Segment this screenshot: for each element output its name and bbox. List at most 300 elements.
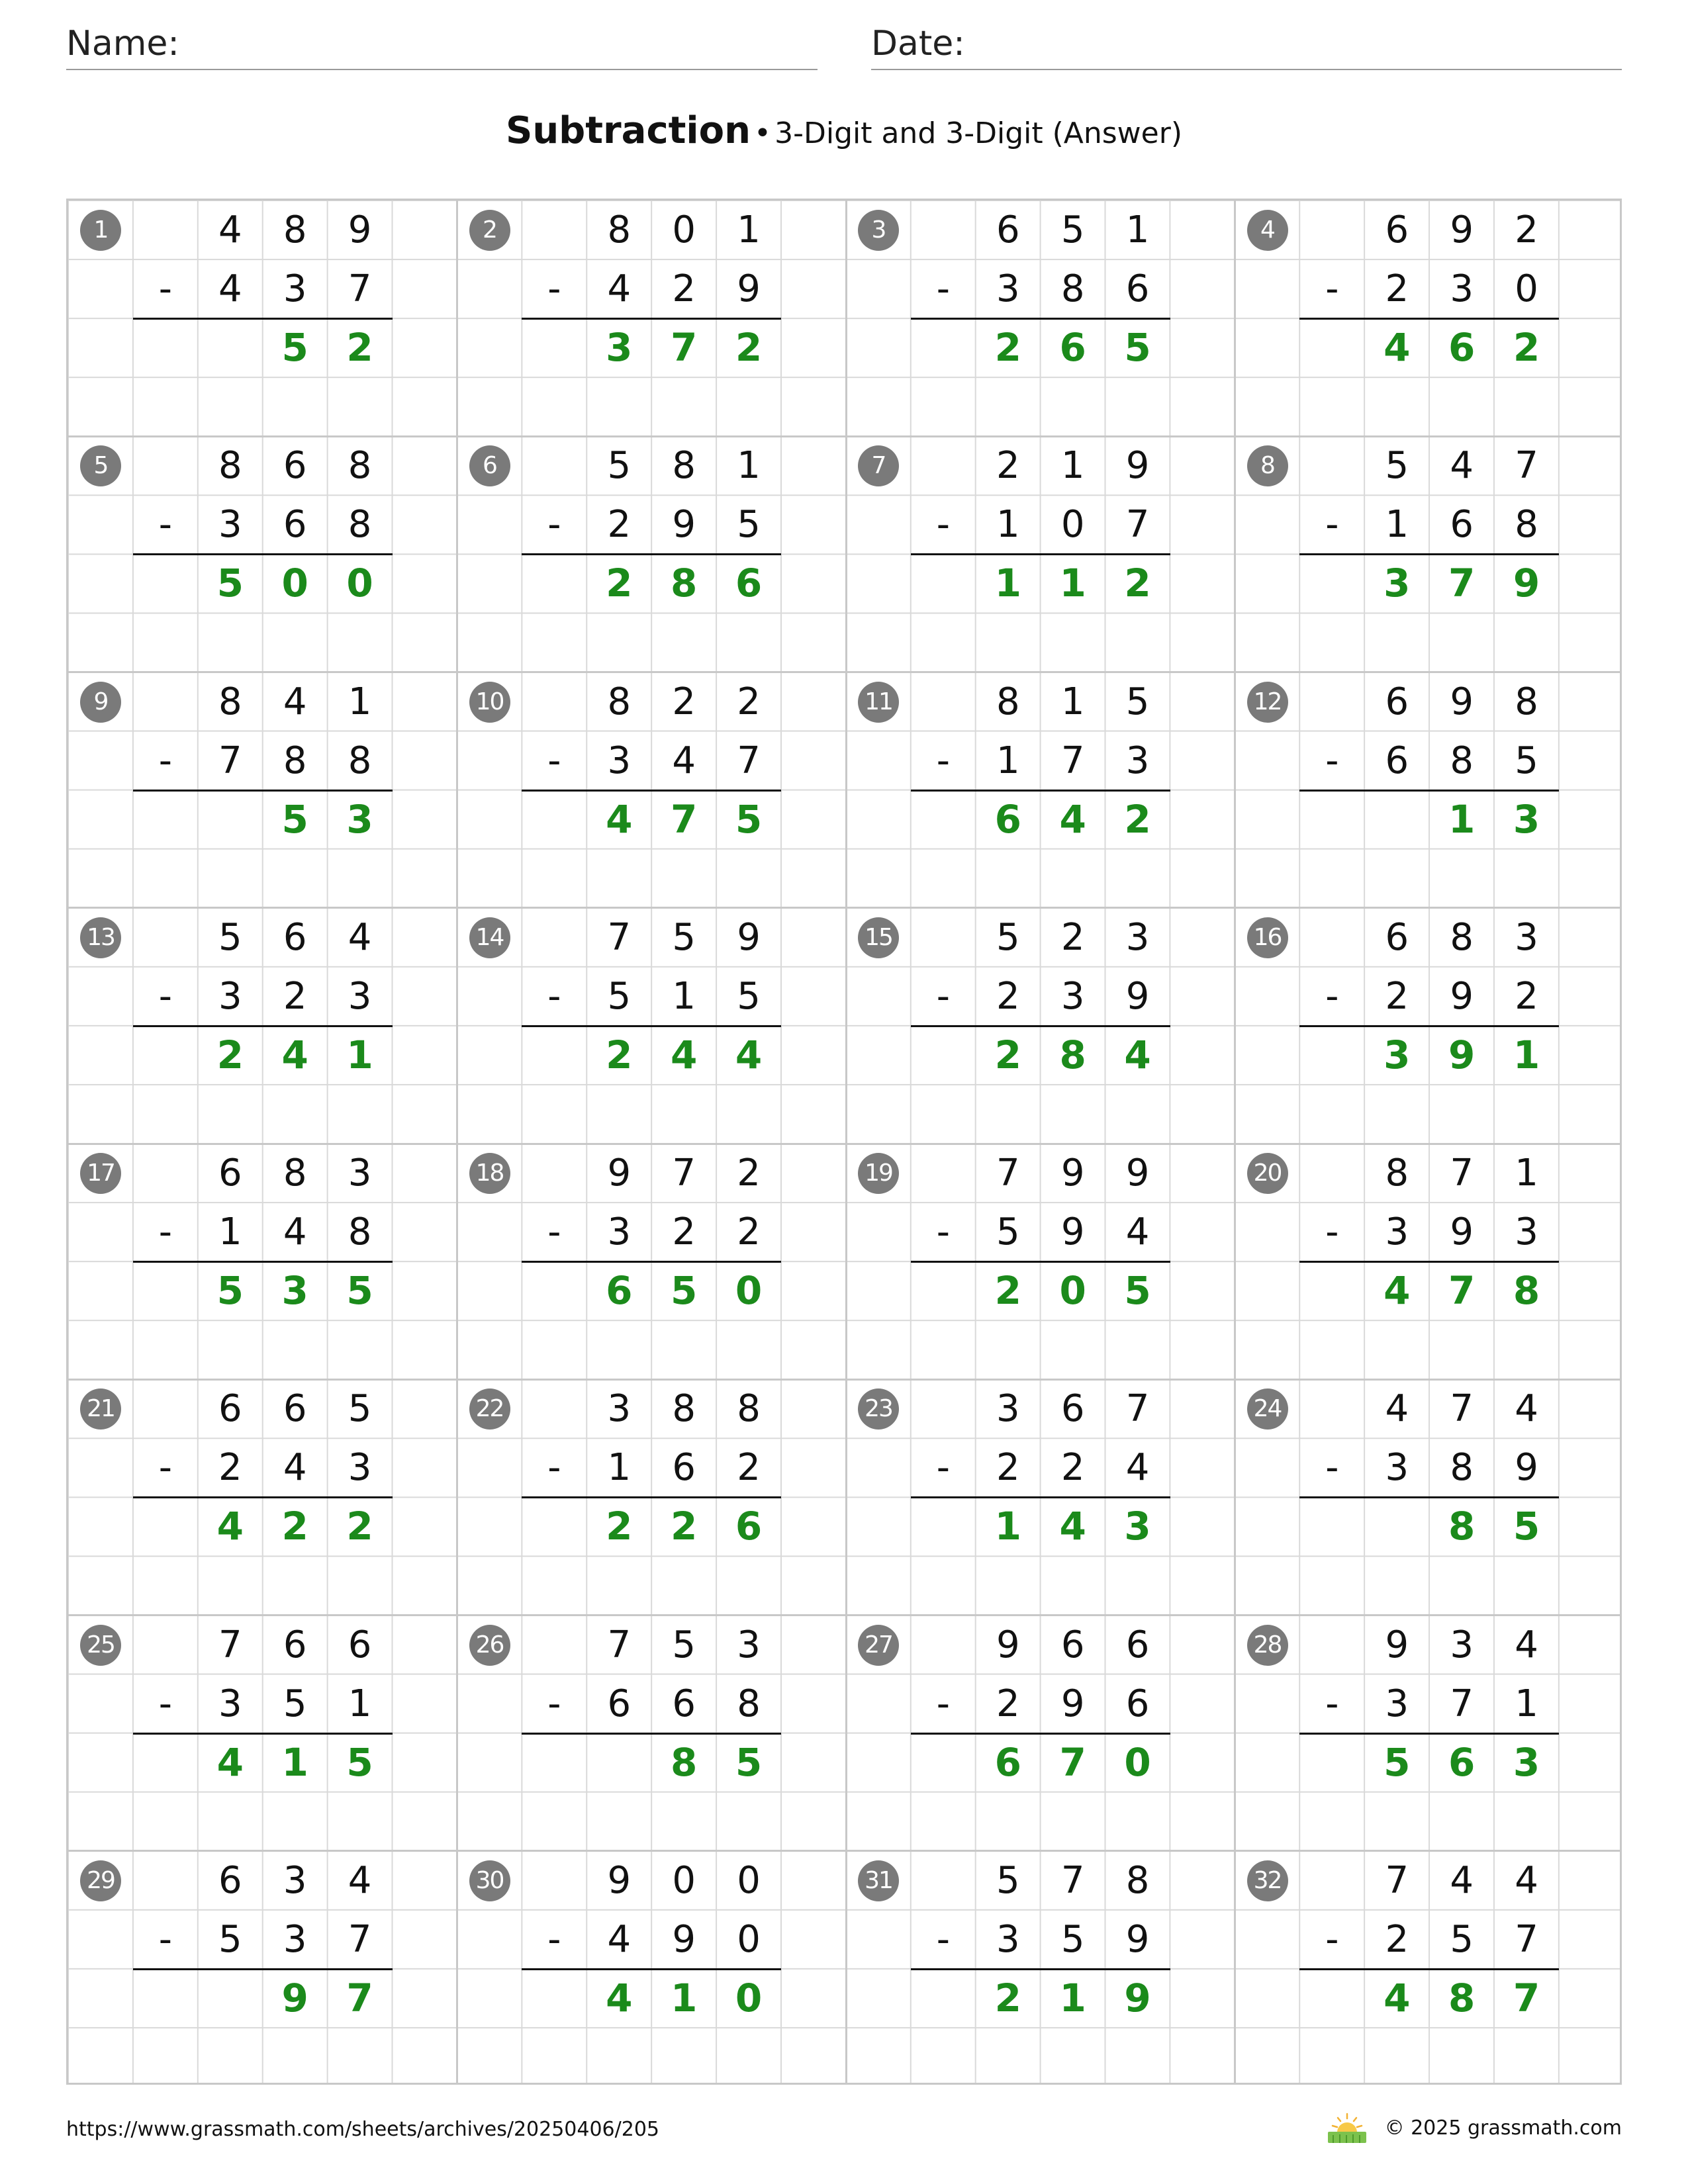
subtrahend-digit: 8 — [1515, 503, 1538, 547]
answer-digit: 2 — [671, 1504, 698, 1549]
problem-block — [68, 201, 457, 436]
minuend-digit: 0 — [672, 1858, 696, 1902]
problem-number-badge: 24 — [1247, 1388, 1288, 1430]
minuend-digit: 8 — [1515, 680, 1538, 723]
minus-sign: - — [936, 739, 950, 782]
minuend-digit: 4 — [1450, 1858, 1474, 1902]
minuend-digit: 8 — [672, 1387, 696, 1431]
subtrahend-digit: 6 — [607, 1682, 632, 1725]
answer-digit: 5 — [1383, 1739, 1411, 1785]
title-subtitle: 3-Digit and 3-Digit (Answer) — [774, 116, 1182, 150]
answer-digit: 2 — [281, 1504, 308, 1549]
subtrahend-digit: 4 — [218, 267, 242, 311]
answer-digit: 0 — [281, 561, 308, 606]
answer-digit: 3 — [1513, 1739, 1540, 1785]
subtrahend-digit: 8 — [348, 739, 372, 782]
answer-digit: 8 — [671, 561, 698, 606]
minus-sign: - — [1325, 739, 1339, 782]
subtrahend-digit: 3 — [996, 267, 1020, 311]
subtrahend-digit: 4 — [283, 1446, 307, 1490]
subtrahend-digit: 8 — [737, 1682, 761, 1725]
answer-digit: 6 — [1448, 325, 1476, 371]
subtrahend-digit: 3 — [607, 739, 632, 782]
minuend-digit: 4 — [1450, 444, 1474, 488]
subtrahend-digit: 9 — [1125, 974, 1150, 1018]
subtrahend-digit: 5 — [1515, 739, 1538, 782]
subtrahend-digit: 5 — [996, 1210, 1020, 1254]
name-field[interactable] — [66, 20, 818, 70]
subtrahend-digit: 3 — [1125, 739, 1150, 782]
problem-number-badge: 7 — [858, 445, 899, 486]
date-label: Date: — [871, 24, 965, 64]
subtrahend-digit: 3 — [1515, 1210, 1538, 1254]
worksheet-header — [66, 20, 1622, 73]
minuend-digit: 5 — [672, 915, 696, 959]
subtrahend-digit: 5 — [1450, 1917, 1474, 1961]
minuend-digit: 2 — [1060, 915, 1085, 959]
minus-sign: - — [936, 1682, 950, 1725]
subtrahend-digit: 4 — [1125, 1446, 1150, 1490]
answer-digit: 4 — [671, 1032, 698, 1077]
minus-sign: - — [547, 1917, 561, 1961]
answer-digit: 2 — [1124, 796, 1151, 842]
minuend-digit: 6 — [283, 1623, 307, 1666]
problem-number-badge: 13 — [80, 917, 121, 958]
subtrahend-digit: 5 — [283, 1682, 307, 1725]
problem-number-badge: 6 — [469, 445, 510, 486]
problem-block — [457, 1144, 847, 1379]
answer-digit: 6 — [606, 1268, 633, 1314]
minuend-digit: 8 — [996, 680, 1020, 723]
problem-block — [68, 908, 457, 1144]
minuend-digit: 6 — [218, 1858, 242, 1902]
answer-digit: 7 — [671, 796, 698, 842]
problem-block — [1235, 1379, 1624, 1615]
problem-block — [846, 1144, 1235, 1379]
answer-digit: 2 — [994, 1975, 1021, 2021]
subtrahend-digit: 2 — [1385, 267, 1409, 311]
subtrahend-digit: 1 — [607, 1446, 632, 1490]
minuend-digit: 8 — [1385, 1152, 1409, 1195]
answer-digit: 2 — [1124, 561, 1151, 606]
answer-digit — [1364, 790, 1429, 849]
subtrahend-digit: 7 — [1125, 503, 1150, 547]
subtrahend-digit: 3 — [218, 1682, 242, 1725]
minuend-digit: 5 — [1060, 208, 1085, 251]
minuend-digit: 8 — [607, 208, 632, 251]
answer-digit — [1364, 1497, 1429, 1556]
subtrahend-digit: 3 — [996, 1917, 1020, 1961]
answer-digit: 2 — [346, 1504, 373, 1549]
subtrahend-digit: 3 — [218, 503, 242, 547]
answer-digit: 4 — [606, 1975, 633, 2021]
minus-sign: - — [547, 1210, 561, 1254]
answer-digit: 5 — [346, 1268, 373, 1314]
minuend-digit: 6 — [283, 444, 307, 488]
answer-digit: 3 — [1383, 1032, 1411, 1077]
minus-sign: - — [936, 1210, 950, 1254]
subtrahend-digit: 6 — [283, 503, 307, 547]
problem-block — [846, 1851, 1235, 2087]
problem-block — [457, 1851, 847, 2087]
minuend-digit: 7 — [996, 1152, 1020, 1195]
minus-sign: - — [1325, 503, 1339, 547]
minuend-digit: 3 — [996, 1387, 1020, 1431]
answer-digit: 9 — [281, 1975, 308, 2021]
problem-number-badge: 26 — [469, 1625, 510, 1666]
subtrahend-digit: 1 — [348, 1682, 372, 1725]
minuend-digit: 9 — [1385, 1623, 1409, 1666]
subtrahend-digit: 6 — [672, 1446, 696, 1490]
answer-digit: 2 — [994, 1268, 1021, 1314]
subtrahend-digit: 3 — [283, 267, 307, 311]
answer-digit: 7 — [346, 1975, 373, 2021]
problem-block — [846, 672, 1235, 908]
problem-number-badge: 8 — [1247, 445, 1288, 486]
subtrahend-digit: 3 — [1060, 974, 1085, 1018]
subtrahend-digit: 7 — [737, 739, 761, 782]
problem-block — [846, 436, 1235, 672]
answer-digit: 2 — [994, 325, 1021, 371]
problem-number-badge: 27 — [858, 1625, 899, 1666]
problem-block — [68, 1615, 457, 1851]
minus-sign: - — [547, 739, 561, 782]
subtrahend-digit: 4 — [283, 1210, 307, 1254]
minuend-digit: 7 — [1385, 1858, 1409, 1902]
subtrahend-digit: 3 — [607, 1210, 632, 1254]
subtrahend-digit: 2 — [607, 503, 632, 547]
minus-sign: - — [547, 503, 561, 547]
subtrahend-digit: 1 — [996, 739, 1020, 782]
problem-block — [1235, 436, 1624, 672]
answer-digit: 0 — [735, 1268, 763, 1314]
minuend-digit: 5 — [1125, 680, 1150, 723]
subtrahend-digit: 7 — [1450, 1682, 1474, 1725]
subtrahend-digit: 8 — [1450, 739, 1474, 782]
answer-digit: 9 — [1124, 1975, 1151, 2021]
answer-digit: 1 — [994, 561, 1021, 606]
answer-digit: 6 — [735, 1504, 763, 1549]
minuend-digit: 3 — [1450, 1623, 1474, 1666]
subtrahend-digit: 3 — [1385, 1446, 1409, 1490]
subtrahend-digit: 3 — [1385, 1210, 1409, 1254]
answer-digit: 8 — [1448, 1975, 1476, 2021]
answer-digit: 4 — [216, 1504, 244, 1549]
answer-digit: 8 — [1513, 1268, 1540, 1314]
subtrahend-digit: 8 — [283, 739, 307, 782]
answer-digit: 2 — [1513, 325, 1540, 371]
problem-number-badge: 30 — [469, 1860, 510, 1901]
minuend-digit: 5 — [996, 915, 1020, 959]
minus-sign: - — [158, 1210, 172, 1254]
minus-sign: - — [158, 503, 172, 547]
minuend-digit: 7 — [607, 915, 632, 959]
minus-sign: - — [158, 1682, 172, 1725]
minuend-digit: 7 — [607, 1623, 632, 1666]
answer-digit: 1 — [671, 1975, 698, 2021]
problem-block — [1235, 201, 1624, 436]
minuend-digit: 4 — [218, 208, 242, 251]
subtrahend-digit: 7 — [1060, 739, 1085, 782]
answer-digit: 0 — [1059, 1268, 1086, 1314]
subtrahend-digit: 9 — [1450, 1210, 1474, 1254]
subtrahend-digit: 2 — [1385, 974, 1409, 1018]
minuend-digit: 1 — [737, 444, 761, 488]
minuend-digit: 9 — [737, 915, 761, 959]
answer-digit: 1 — [1059, 561, 1086, 606]
problem-number-badge: 10 — [469, 682, 510, 723]
minus-sign: - — [1325, 1210, 1339, 1254]
subtrahend-digit: 8 — [1060, 267, 1085, 311]
problem-block — [1235, 1615, 1624, 1851]
minuend-digit: 8 — [1450, 915, 1474, 959]
minuend-digit: 8 — [283, 1152, 307, 1195]
minuend-digit: 7 — [1450, 1387, 1474, 1431]
minuend-digit: 9 — [1125, 444, 1150, 488]
answer-digit: 0 — [735, 1975, 763, 2021]
answer-digit: 1 — [281, 1739, 308, 1785]
worksheet-title — [0, 105, 1688, 166]
subtrahend-digit: 0 — [737, 1917, 761, 1961]
subtrahend-digit: 2 — [1060, 1446, 1085, 1490]
minuend-digit: 9 — [1450, 208, 1474, 251]
subtrahend-digit: 7 — [1515, 1917, 1538, 1961]
minuend-digit: 1 — [348, 680, 372, 723]
minuend-digit: 7 — [1450, 1152, 1474, 1195]
minuend-digit: 7 — [1060, 1858, 1085, 1902]
minus-sign: - — [547, 1446, 561, 1490]
subtrahend-digit: 6 — [672, 1682, 696, 1725]
subtrahend-digit: 3 — [348, 974, 372, 1018]
minuend-digit: 8 — [607, 680, 632, 723]
minuend-digit: 3 — [348, 1152, 372, 1195]
minuend-digit: 6 — [283, 1387, 307, 1431]
subtrahend-digit: 1 — [218, 1210, 242, 1254]
subtrahend-digit: 9 — [737, 267, 761, 311]
answer-digit: 4 — [1124, 1032, 1151, 1077]
subtrahend-digit: 2 — [996, 974, 1020, 1018]
subtrahend-digit: 7 — [348, 267, 372, 311]
answer-digit — [198, 1969, 263, 2028]
answer-digit: 2 — [606, 1504, 633, 1549]
subtrahend-digit: 4 — [1125, 1210, 1150, 1254]
answer-digit: 1 — [1513, 1032, 1540, 1077]
problem-number-badge: 12 — [1247, 682, 1288, 723]
minuend-digit: 6 — [1060, 1623, 1085, 1666]
problem-number-badge: 1 — [80, 210, 121, 251]
minuend-digit: 8 — [737, 1387, 761, 1431]
minuend-digit: 9 — [996, 1623, 1020, 1666]
minuend-digit: 6 — [283, 915, 307, 959]
problem-number-badge: 16 — [1247, 917, 1288, 958]
subtrahend-digit: 6 — [1385, 739, 1409, 782]
minuend-digit: 8 — [672, 444, 696, 488]
minus-sign: - — [158, 267, 172, 311]
minuend-digit: 2 — [996, 444, 1020, 488]
answer-digit: 5 — [1513, 1504, 1540, 1549]
problem-block — [68, 1144, 457, 1379]
problem-block — [457, 201, 847, 436]
answer-digit: 3 — [1124, 1504, 1151, 1549]
minuend-digit: 8 — [283, 208, 307, 251]
subtrahend-digit: 4 — [672, 739, 696, 782]
subtrahend-digit: 3 — [218, 974, 242, 1018]
subtrahend-digit: 7 — [348, 1917, 372, 1961]
problem-block — [457, 1379, 847, 1615]
subtrahend-digit: 6 — [1125, 267, 1150, 311]
answer-digit: 7 — [1448, 1268, 1476, 1314]
answer-digit: 4 — [606, 796, 633, 842]
minuend-digit: 1 — [1515, 1152, 1538, 1195]
minuend-digit: 5 — [1385, 444, 1409, 488]
minuend-digit: 5 — [218, 915, 242, 959]
minus-sign: - — [547, 267, 561, 311]
minus-sign: - — [936, 1446, 950, 1490]
problem-block — [1235, 1851, 1624, 2087]
minuend-digit: 4 — [348, 1858, 372, 1902]
date-field[interactable] — [871, 20, 1622, 70]
minuend-digit: 5 — [672, 1623, 696, 1666]
subtrahend-digit: 5 — [607, 974, 632, 1018]
subtrahend-digit: 0 — [1060, 503, 1085, 547]
answer-digit: 7 — [671, 325, 698, 371]
footer-url: https://www.grassmath.com/sheets/archives/20250406/205 — [66, 2118, 660, 2141]
minuend-digit: 4 — [1515, 1858, 1538, 1902]
subtrahend-digit: 9 — [1515, 1446, 1538, 1490]
problem-number-badge: 2 — [469, 210, 510, 251]
problem-number-badge: 11 — [858, 682, 899, 723]
answer-digit: 5 — [281, 325, 308, 371]
minuend-digit: 4 — [1515, 1623, 1538, 1666]
minuend-digit: 6 — [218, 1152, 242, 1195]
problem-number-badge: 31 — [858, 1860, 899, 1901]
minuend-digit: 2 — [737, 680, 761, 723]
minuend-digit: 6 — [348, 1623, 372, 1666]
subtrahend-digit: 9 — [1450, 974, 1474, 1018]
title-bullet: • — [754, 116, 771, 150]
minuend-digit: 2 — [737, 1152, 761, 1195]
problem-number-badge: 21 — [80, 1388, 121, 1430]
subtrahend-digit: 4 — [607, 1917, 632, 1961]
subtrahend-digit: 9 — [672, 1917, 696, 1961]
minuend-digit: 4 — [283, 680, 307, 723]
problem-block — [1235, 672, 1624, 908]
answer-digit: 4 — [735, 1032, 763, 1077]
answer-digit: 5 — [735, 1739, 763, 1785]
minuend-digit: 5 — [607, 444, 632, 488]
answer-digit: 4 — [1383, 1975, 1411, 2021]
problem-block — [846, 908, 1235, 1144]
minuend-digit: 3 — [1515, 915, 1538, 959]
subtrahend-digit: 7 — [218, 739, 242, 782]
minuend-digit: 4 — [1385, 1387, 1409, 1431]
minuend-digit: 7 — [1515, 444, 1538, 488]
answer-digit: 4 — [1383, 1268, 1411, 1314]
problem-block — [1235, 1144, 1624, 1379]
answer-digit: 6 — [735, 561, 763, 606]
problem-block — [846, 1615, 1235, 1851]
minuend-digit: 1 — [1060, 680, 1085, 723]
minuend-digit: 3 — [283, 1858, 307, 1902]
minus-sign: - — [158, 1917, 172, 1961]
problem-block — [1235, 908, 1624, 1144]
answer-digit: 6 — [994, 1739, 1021, 1785]
answer-digit: 1 — [1059, 1975, 1086, 2021]
problem-number-badge: 15 — [858, 917, 899, 958]
minuend-digit: 8 — [218, 680, 242, 723]
problem-number-badge: 3 — [858, 210, 899, 251]
problem-block — [457, 436, 847, 672]
subtrahend-digit: 8 — [1450, 1446, 1474, 1490]
minus-sign: - — [158, 739, 172, 782]
answer-digit: 0 — [346, 561, 373, 606]
answer-digit: 4 — [216, 1739, 244, 1785]
minuend-digit: 3 — [1125, 915, 1150, 959]
problem-number-badge: 25 — [80, 1625, 121, 1666]
subtrahend-digit: 5 — [1060, 1917, 1085, 1961]
answer-digit: 6 — [994, 796, 1021, 842]
problem-number-badge: 18 — [469, 1153, 510, 1194]
problem-number-badge: 20 — [1247, 1153, 1288, 1194]
answer-digit: 6 — [1448, 1739, 1476, 1785]
subtrahend-digit: 1 — [1515, 1682, 1538, 1725]
problem-number-badge: 5 — [80, 445, 121, 486]
subtrahend-digit: 3 — [1385, 1682, 1409, 1725]
problem-grid — [66, 199, 1622, 2085]
problem-number-badge: 28 — [1247, 1625, 1288, 1666]
minus-sign: - — [547, 1682, 561, 1725]
subtrahend-digit: 1 — [1385, 503, 1409, 547]
minuend-digit: 9 — [348, 208, 372, 251]
minus-sign: - — [1325, 1917, 1339, 1961]
subtrahend-digit: 1 — [996, 503, 1020, 547]
grass-sun-logo-icon — [1324, 2111, 1370, 2144]
answer-digit: 6 — [1059, 325, 1086, 371]
minuend-digit: 0 — [672, 208, 696, 251]
minuend-digit: 6 — [996, 208, 1020, 251]
answer-digit: 3 — [281, 1268, 308, 1314]
subtrahend-digit: 0 — [1515, 267, 1538, 311]
minus-sign: - — [1325, 1682, 1339, 1725]
minuend-digit: 0 — [737, 1858, 761, 1902]
minuend-digit: 1 — [737, 208, 761, 251]
answer-digit: 0 — [1124, 1739, 1151, 1785]
problem-block — [68, 1851, 457, 2087]
subtrahend-digit: 2 — [218, 1446, 242, 1490]
answer-digit: 2 — [216, 1032, 244, 1077]
answer-digit: 2 — [606, 561, 633, 606]
minuend-digit: 9 — [1060, 1152, 1085, 1195]
answer-digit: 9 — [1513, 561, 1540, 606]
subtrahend-digit: 2 — [737, 1446, 761, 1490]
answer-digit: 8 — [1448, 1504, 1476, 1549]
answer-digit: 4 — [281, 1032, 308, 1077]
problem-block — [68, 672, 457, 908]
subtrahend-digit: 9 — [1060, 1682, 1085, 1725]
minus-sign: - — [1325, 267, 1339, 311]
minuend-digit: 5 — [348, 1387, 372, 1431]
problem-block — [457, 1615, 847, 1851]
problem-number-badge: 32 — [1247, 1860, 1288, 1901]
answer-digit: 5 — [671, 1268, 698, 1314]
minuend-digit: 8 — [1125, 1858, 1150, 1902]
minuend-digit: 7 — [672, 1152, 696, 1195]
minuend-digit: 7 — [1125, 1387, 1150, 1431]
answer-digit: 2 — [994, 1032, 1021, 1077]
minuend-digit: 9 — [1125, 1152, 1150, 1195]
answer-digit: 7 — [1513, 1975, 1540, 2021]
minus-sign: - — [1325, 1446, 1339, 1490]
